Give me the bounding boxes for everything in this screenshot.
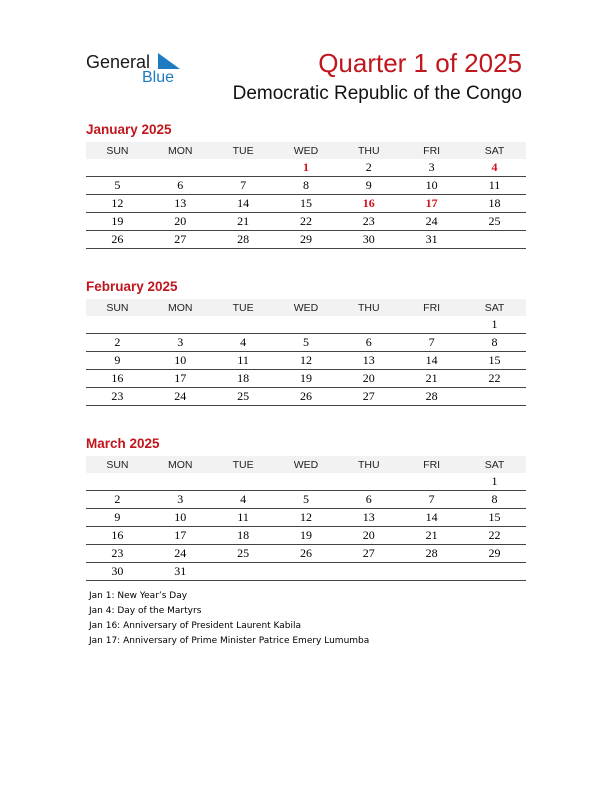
month-march [86, 435, 526, 581]
empty-day-cell [463, 563, 526, 581]
weekday-label: TUE [212, 142, 275, 159]
day-cell: 16 [337, 195, 400, 213]
day-cell: 3 [149, 334, 212, 352]
day-cell: 25 [212, 388, 275, 406]
day-cell: 18 [212, 370, 275, 388]
day-cell: 14 [400, 352, 463, 370]
day-cell: 19 [275, 527, 338, 545]
day-cell: 8 [275, 177, 338, 195]
day-cell: 31 [400, 231, 463, 249]
day-cell: 18 [212, 527, 275, 545]
day-cell: 28 [400, 545, 463, 563]
week-row [86, 563, 526, 581]
week-row [86, 316, 526, 334]
logo-word-blue: Blue [142, 69, 175, 86]
day-cell: 4 [212, 334, 275, 352]
empty-day-cell [463, 231, 526, 249]
calendar-grid [86, 142, 526, 249]
weekday-label: SAT [463, 142, 526, 159]
day-cell: 10 [149, 352, 212, 370]
day-cell: 6 [149, 177, 212, 195]
day-cell: 13 [337, 352, 400, 370]
week-row [86, 231, 526, 249]
day-cell: 2 [337, 159, 400, 177]
day-cell: 26 [275, 388, 338, 406]
day-cell: 22 [463, 527, 526, 545]
day-cell: 3 [400, 159, 463, 177]
day-cell: 5 [275, 334, 338, 352]
month-title: March 2025 [86, 436, 160, 451]
day-cell: 30 [86, 563, 149, 581]
empty-day-cell [149, 316, 212, 334]
week-row [86, 177, 526, 195]
empty-day-cell [337, 473, 400, 491]
day-cell: 3 [149, 491, 212, 509]
weekday-label: SUN [86, 142, 149, 159]
day-cell: 13 [149, 195, 212, 213]
week-row [86, 527, 526, 545]
country-name: Democratic Republic of the Congo [232, 83, 522, 104]
day-cell: 16 [86, 370, 149, 388]
weekday-label: WED [275, 299, 338, 316]
day-cell: 17 [149, 527, 212, 545]
day-cell: 6 [337, 491, 400, 509]
weekday-label: WED [275, 456, 338, 473]
weekday-label: SAT [463, 456, 526, 473]
weekday-label: SUN [86, 456, 149, 473]
empty-day-cell [400, 316, 463, 334]
day-cell: 26 [86, 231, 149, 249]
day-cell: 6 [337, 334, 400, 352]
day-cell: 11 [212, 352, 275, 370]
day-cell: 7 [400, 491, 463, 509]
day-cell: 27 [337, 388, 400, 406]
week-row [86, 352, 526, 370]
empty-day-cell [149, 473, 212, 491]
day-cell: 22 [463, 370, 526, 388]
month-february [86, 278, 526, 406]
day-cell: 16 [86, 527, 149, 545]
weekday-label: WED [275, 142, 338, 159]
weekday-label: THU [337, 456, 400, 473]
day-cell: 24 [149, 388, 212, 406]
day-cell: 2 [86, 491, 149, 509]
day-cell: 12 [86, 195, 149, 213]
day-cell: 15 [463, 352, 526, 370]
day-cell: 24 [400, 213, 463, 231]
day-cell: 14 [212, 195, 275, 213]
holiday-note: Jan 16: Anniversary of President Laurent Kabila [89, 621, 302, 631]
generalblue-logo [86, 50, 196, 90]
week-row [86, 195, 526, 213]
day-cell: 15 [463, 509, 526, 527]
weekday-label: THU [337, 142, 400, 159]
day-cell: 4 [463, 159, 526, 177]
day-cell: 11 [463, 177, 526, 195]
day-cell: 8 [463, 334, 526, 352]
weekday-label: MON [149, 142, 212, 159]
empty-day-cell [86, 473, 149, 491]
empty-day-cell [337, 563, 400, 581]
day-cell: 12 [275, 352, 338, 370]
day-cell: 19 [86, 213, 149, 231]
empty-day-cell [400, 563, 463, 581]
weekday-header-row [86, 142, 526, 159]
weekday-header-row [86, 456, 526, 473]
day-cell: 17 [400, 195, 463, 213]
day-cell: 24 [149, 545, 212, 563]
day-cell: 7 [212, 177, 275, 195]
week-row [86, 388, 526, 406]
day-cell: 29 [275, 231, 338, 249]
weekday-label: FRI [400, 456, 463, 473]
day-cell: 17 [149, 370, 212, 388]
holiday-note: Jan 4: Day of the Martyrs [89, 606, 202, 616]
day-cell: 9 [86, 352, 149, 370]
day-cell: 22 [275, 213, 338, 231]
empty-day-cell [275, 563, 338, 581]
day-cell: 21 [400, 527, 463, 545]
day-cell: 2 [86, 334, 149, 352]
empty-day-cell [212, 563, 275, 581]
weekday-label: FRI [400, 299, 463, 316]
empty-day-cell [86, 159, 149, 177]
empty-day-cell [275, 473, 338, 491]
month-january [86, 121, 526, 249]
day-cell: 20 [337, 370, 400, 388]
day-cell: 18 [463, 195, 526, 213]
day-cell: 21 [212, 213, 275, 231]
weekday-label: THU [337, 299, 400, 316]
weekday-label: SAT [463, 299, 526, 316]
day-cell: 14 [400, 509, 463, 527]
day-cell: 10 [400, 177, 463, 195]
day-cell: 5 [275, 491, 338, 509]
weekday-label: TUE [212, 456, 275, 473]
week-row [86, 491, 526, 509]
week-row [86, 159, 526, 177]
empty-day-cell [149, 159, 212, 177]
day-cell: 31 [149, 563, 212, 581]
day-cell: 13 [337, 509, 400, 527]
empty-day-cell [463, 388, 526, 406]
day-cell: 28 [400, 388, 463, 406]
month-title: February 2025 [86, 279, 178, 294]
day-cell: 5 [86, 177, 149, 195]
empty-day-cell [400, 473, 463, 491]
weekday-label: MON [149, 456, 212, 473]
empty-day-cell [86, 316, 149, 334]
day-cell: 1 [463, 473, 526, 491]
calendar-grid [86, 456, 526, 581]
day-cell: 25 [212, 545, 275, 563]
weekday-header-row [86, 299, 526, 316]
empty-day-cell [212, 316, 275, 334]
quarter-title: Quarter 1 of 2025 [318, 48, 522, 78]
holiday-note: Jan 1: New Year’s Day [89, 591, 188, 601]
day-cell: 20 [337, 527, 400, 545]
day-cell: 30 [337, 231, 400, 249]
week-row [86, 509, 526, 527]
day-cell: 26 [275, 545, 338, 563]
empty-day-cell [275, 316, 338, 334]
day-cell: 21 [400, 370, 463, 388]
logo-word-general: General [86, 52, 151, 72]
day-cell: 4 [212, 491, 275, 509]
holiday-notes [89, 589, 369, 649]
day-cell: 15 [275, 195, 338, 213]
day-cell: 1 [463, 316, 526, 334]
day-cell: 11 [212, 509, 275, 527]
day-cell: 19 [275, 370, 338, 388]
month-title: January 2025 [86, 122, 172, 137]
day-cell: 28 [212, 231, 275, 249]
day-cell: 10 [149, 509, 212, 527]
day-cell: 9 [86, 509, 149, 527]
empty-day-cell [212, 159, 275, 177]
week-row [86, 370, 526, 388]
day-cell: 20 [149, 213, 212, 231]
empty-day-cell [337, 316, 400, 334]
weekday-label: FRI [400, 142, 463, 159]
week-row [86, 213, 526, 231]
day-cell: 23 [86, 388, 149, 406]
weekday-label: TUE [212, 299, 275, 316]
week-row [86, 334, 526, 352]
day-cell: 9 [337, 177, 400, 195]
week-row [86, 545, 526, 563]
weekday-label: MON [149, 299, 212, 316]
calendar-grid [86, 299, 526, 406]
day-cell: 12 [275, 509, 338, 527]
day-cell: 23 [337, 213, 400, 231]
weekday-label: SUN [86, 299, 149, 316]
day-cell: 27 [149, 231, 212, 249]
day-cell: 7 [400, 334, 463, 352]
week-row [86, 473, 526, 491]
holiday-note: Jan 17: Anniversary of Prime Minister Patrice Emery Lumumba [89, 636, 370, 646]
day-cell: 29 [463, 545, 526, 563]
day-cell: 1 [275, 159, 338, 177]
day-cell: 23 [86, 545, 149, 563]
day-cell: 25 [463, 213, 526, 231]
empty-day-cell [212, 473, 275, 491]
day-cell: 27 [337, 545, 400, 563]
day-cell: 8 [463, 491, 526, 509]
